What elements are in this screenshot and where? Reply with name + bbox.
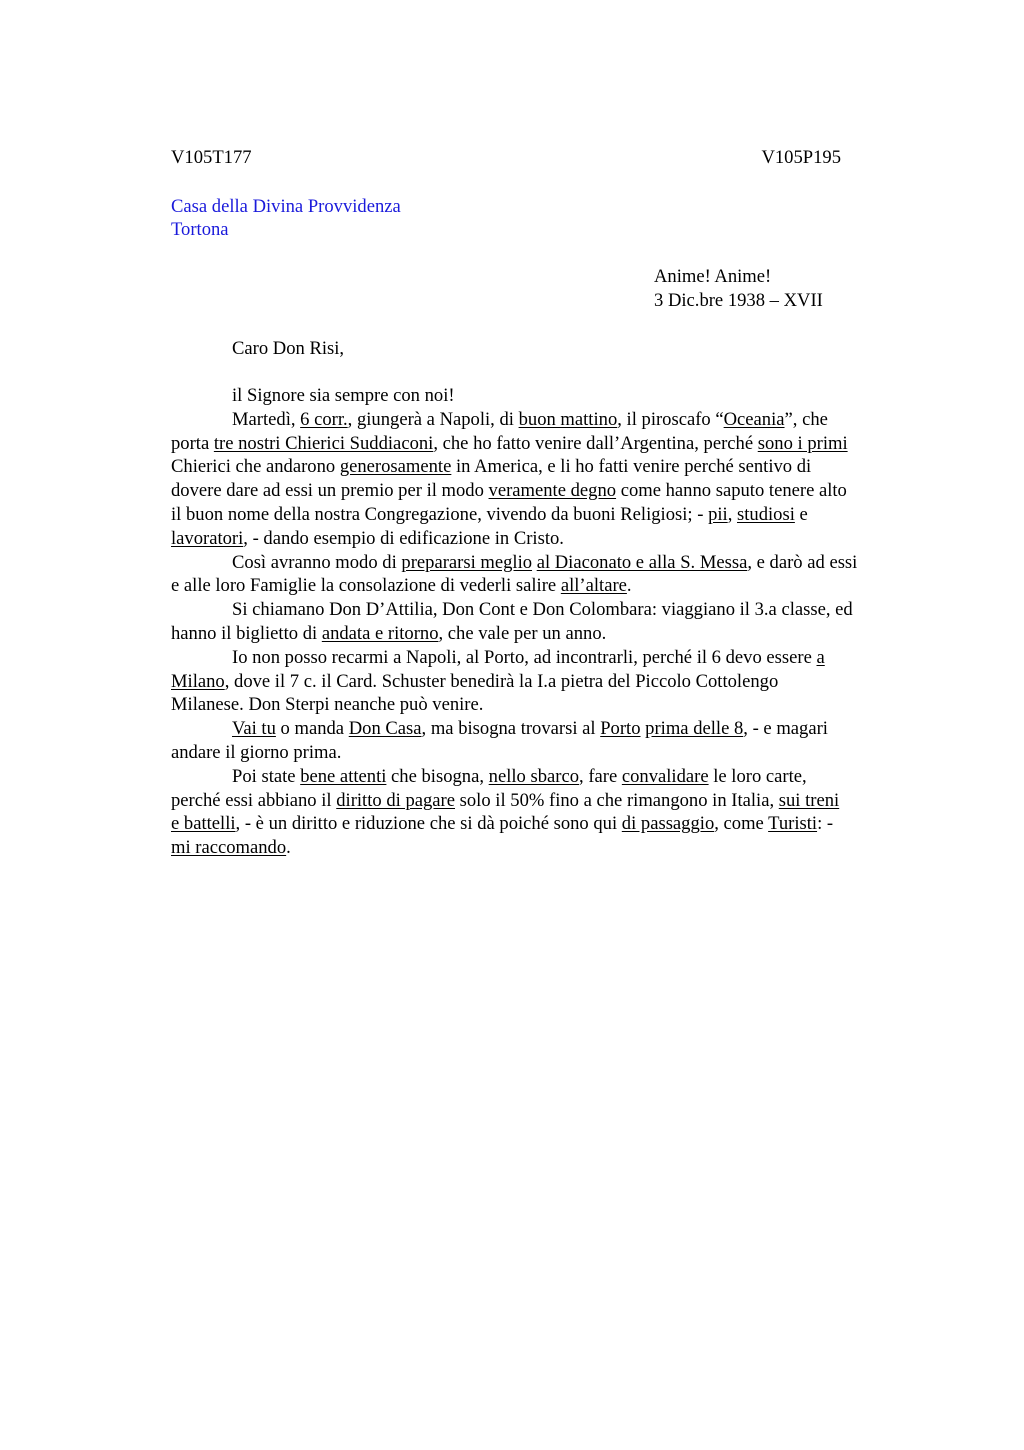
- body-line: [171, 598, 931, 622]
- letterhead: [171, 195, 401, 241]
- letterhead-institution: Casa della Divina Provvidenza: [171, 196, 401, 217]
- underlined-text: buon mattino: [518, 408, 618, 430]
- body-line: [171, 741, 931, 765]
- text-run: e: [794, 503, 808, 525]
- underlined-text: al Diaconato e alla S. Messa: [536, 551, 748, 573]
- underlined-text: andata e ritorno: [321, 622, 439, 644]
- text-run: o manda: [275, 718, 349, 740]
- text-run: .: [626, 575, 632, 597]
- body-line: [171, 408, 931, 432]
- text-run: Milanese. Don Sterpi neanche può venire.: [171, 694, 484, 716]
- text-run: solo il 50% fino a che rimangono in Italia,: [455, 789, 779, 811]
- text-run: , - e magari: [743, 718, 828, 740]
- text-run: che bisogna,: [386, 765, 489, 787]
- text-run: in America, e li ho fatti venire perché sentivo di: [451, 456, 812, 478]
- underlined-text: lavoratori: [171, 527, 244, 549]
- text-run: , e darò ad essi: [747, 551, 858, 573]
- underlined-text: sono i primi: [757, 432, 848, 454]
- letter-body: [171, 384, 931, 860]
- body-line: [171, 789, 931, 813]
- underlined-text: Vai tu: [232, 718, 276, 740]
- text-run: il Signore sia sempre con noi!: [232, 385, 455, 406]
- salutation: Caro Don Risi,: [232, 338, 345, 359]
- text-run: , che vale per un anno.: [438, 622, 607, 644]
- underlined-text: nello sbarco: [488, 765, 580, 787]
- underlined-text: di passaggio: [621, 813, 715, 835]
- underlined-text: prima delle 8: [645, 718, 744, 740]
- underlined-text: a: [816, 646, 825, 668]
- underlined-text: Oceania: [723, 408, 785, 430]
- text-run: : -: [817, 813, 834, 835]
- text-run: andare il giorno prima.: [171, 741, 342, 763]
- underlined-text: prepararsi meglio: [401, 551, 533, 573]
- text-run: .: [286, 837, 291, 859]
- text-run: e alle loro Famiglie la consolazione di vederli salire: [171, 575, 561, 597]
- text-run: , - dando esempio di edificazione in Cristo.: [243, 527, 564, 549]
- body-line: [171, 384, 931, 408]
- underlined-text: studiosi: [737, 503, 795, 525]
- text-run: Così avranno modo di: [232, 551, 402, 573]
- underlined-text: 6 corr.: [300, 408, 348, 430]
- text-run: Chierici che andarono: [171, 456, 340, 478]
- underlined-text: tre nostri Chierici Suddiaconi: [213, 432, 434, 454]
- text-run: ,: [727, 503, 737, 525]
- body-line: [171, 503, 931, 527]
- underlined-text: all’altare: [560, 575, 627, 597]
- underlined-text: veramente degno: [488, 480, 617, 502]
- body-line: [171, 479, 931, 503]
- text-run: , fare: [579, 765, 622, 787]
- text-run: Martedì,: [232, 408, 301, 430]
- text-run: perché essi abbiano il: [171, 789, 337, 811]
- text-run: , giungerà a Napoli, di: [347, 408, 519, 430]
- text-run: , - è un diritto e riduzione che si dà poiché sono qui: [235, 813, 622, 835]
- underlined-text: Milano: [171, 670, 225, 692]
- body-line: [171, 455, 931, 479]
- body-line: [171, 432, 931, 456]
- underlined-text: generosamente: [339, 456, 452, 478]
- letterhead-city: Tortona: [171, 219, 229, 240]
- text-run: hanno il biglietto di: [171, 622, 322, 644]
- underlined-text: Porto: [600, 718, 641, 740]
- text-run: Si chiamano Don D’Attilia, Don Cont e Don Colombara: viaggiano il 3.a classe, ed: [232, 599, 853, 621]
- reference-code-right: V105P195: [761, 147, 841, 168]
- body-line: [171, 836, 931, 860]
- text-run: come hanno saputo tenere alto: [616, 480, 847, 502]
- text-run: le loro carte,: [708, 765, 807, 787]
- underlined-text: diritto di pagare: [336, 789, 455, 811]
- body-line: [171, 574, 931, 598]
- text-run: , che ho fatto venire dall’Argentina, perché: [433, 432, 758, 454]
- text-run: Poi state: [232, 765, 301, 787]
- text-run: porta: [171, 432, 214, 454]
- underlined-text: mi raccomando: [171, 837, 287, 859]
- body-line: [171, 527, 931, 551]
- text-run: , dove il 7 c. il Card. Schuster benedirà la I.a pietra del Piccolo Cottolengo: [224, 670, 779, 692]
- body-line: [171, 551, 931, 575]
- text-run: Io non posso recarmi a Napoli, al Porto, ad incontrarli, perché il 6 devo essere: [232, 646, 817, 668]
- text-run: dovere dare ad essi un premio per il modo: [171, 480, 489, 502]
- body-line: [171, 693, 931, 717]
- body-line: [171, 717, 931, 741]
- letter-date: 3 Dic.bre 1938 – XVII: [654, 290, 823, 311]
- body-line: [171, 670, 931, 694]
- text-run: il buon nome della nostra Congregazione, vivendo da buoni Religiosi; -: [171, 503, 709, 525]
- body-line: [171, 765, 931, 789]
- underlined-text: Turisti: [768, 813, 818, 835]
- body-line: [171, 812, 931, 836]
- body-line: [171, 622, 931, 646]
- text-run: , il piroscafo “: [617, 408, 724, 430]
- body-line: [171, 646, 931, 670]
- underlined-text: convalidare: [621, 765, 709, 787]
- text-run: ”, che: [784, 408, 828, 430]
- text-run: , come: [714, 813, 769, 835]
- motto: Anime! Anime!: [654, 266, 772, 287]
- underlined-text: pii: [708, 503, 728, 525]
- motto-and-date: [654, 265, 823, 313]
- underlined-text: Don Casa: [348, 718, 422, 740]
- underlined-text: bene attenti: [300, 765, 387, 787]
- reference-code-left: V105T177: [171, 147, 252, 168]
- underlined-text: e battelli: [171, 813, 236, 835]
- underlined-text: sui treni: [778, 789, 840, 811]
- text-run: , ma bisogna trovarsi al: [421, 718, 601, 740]
